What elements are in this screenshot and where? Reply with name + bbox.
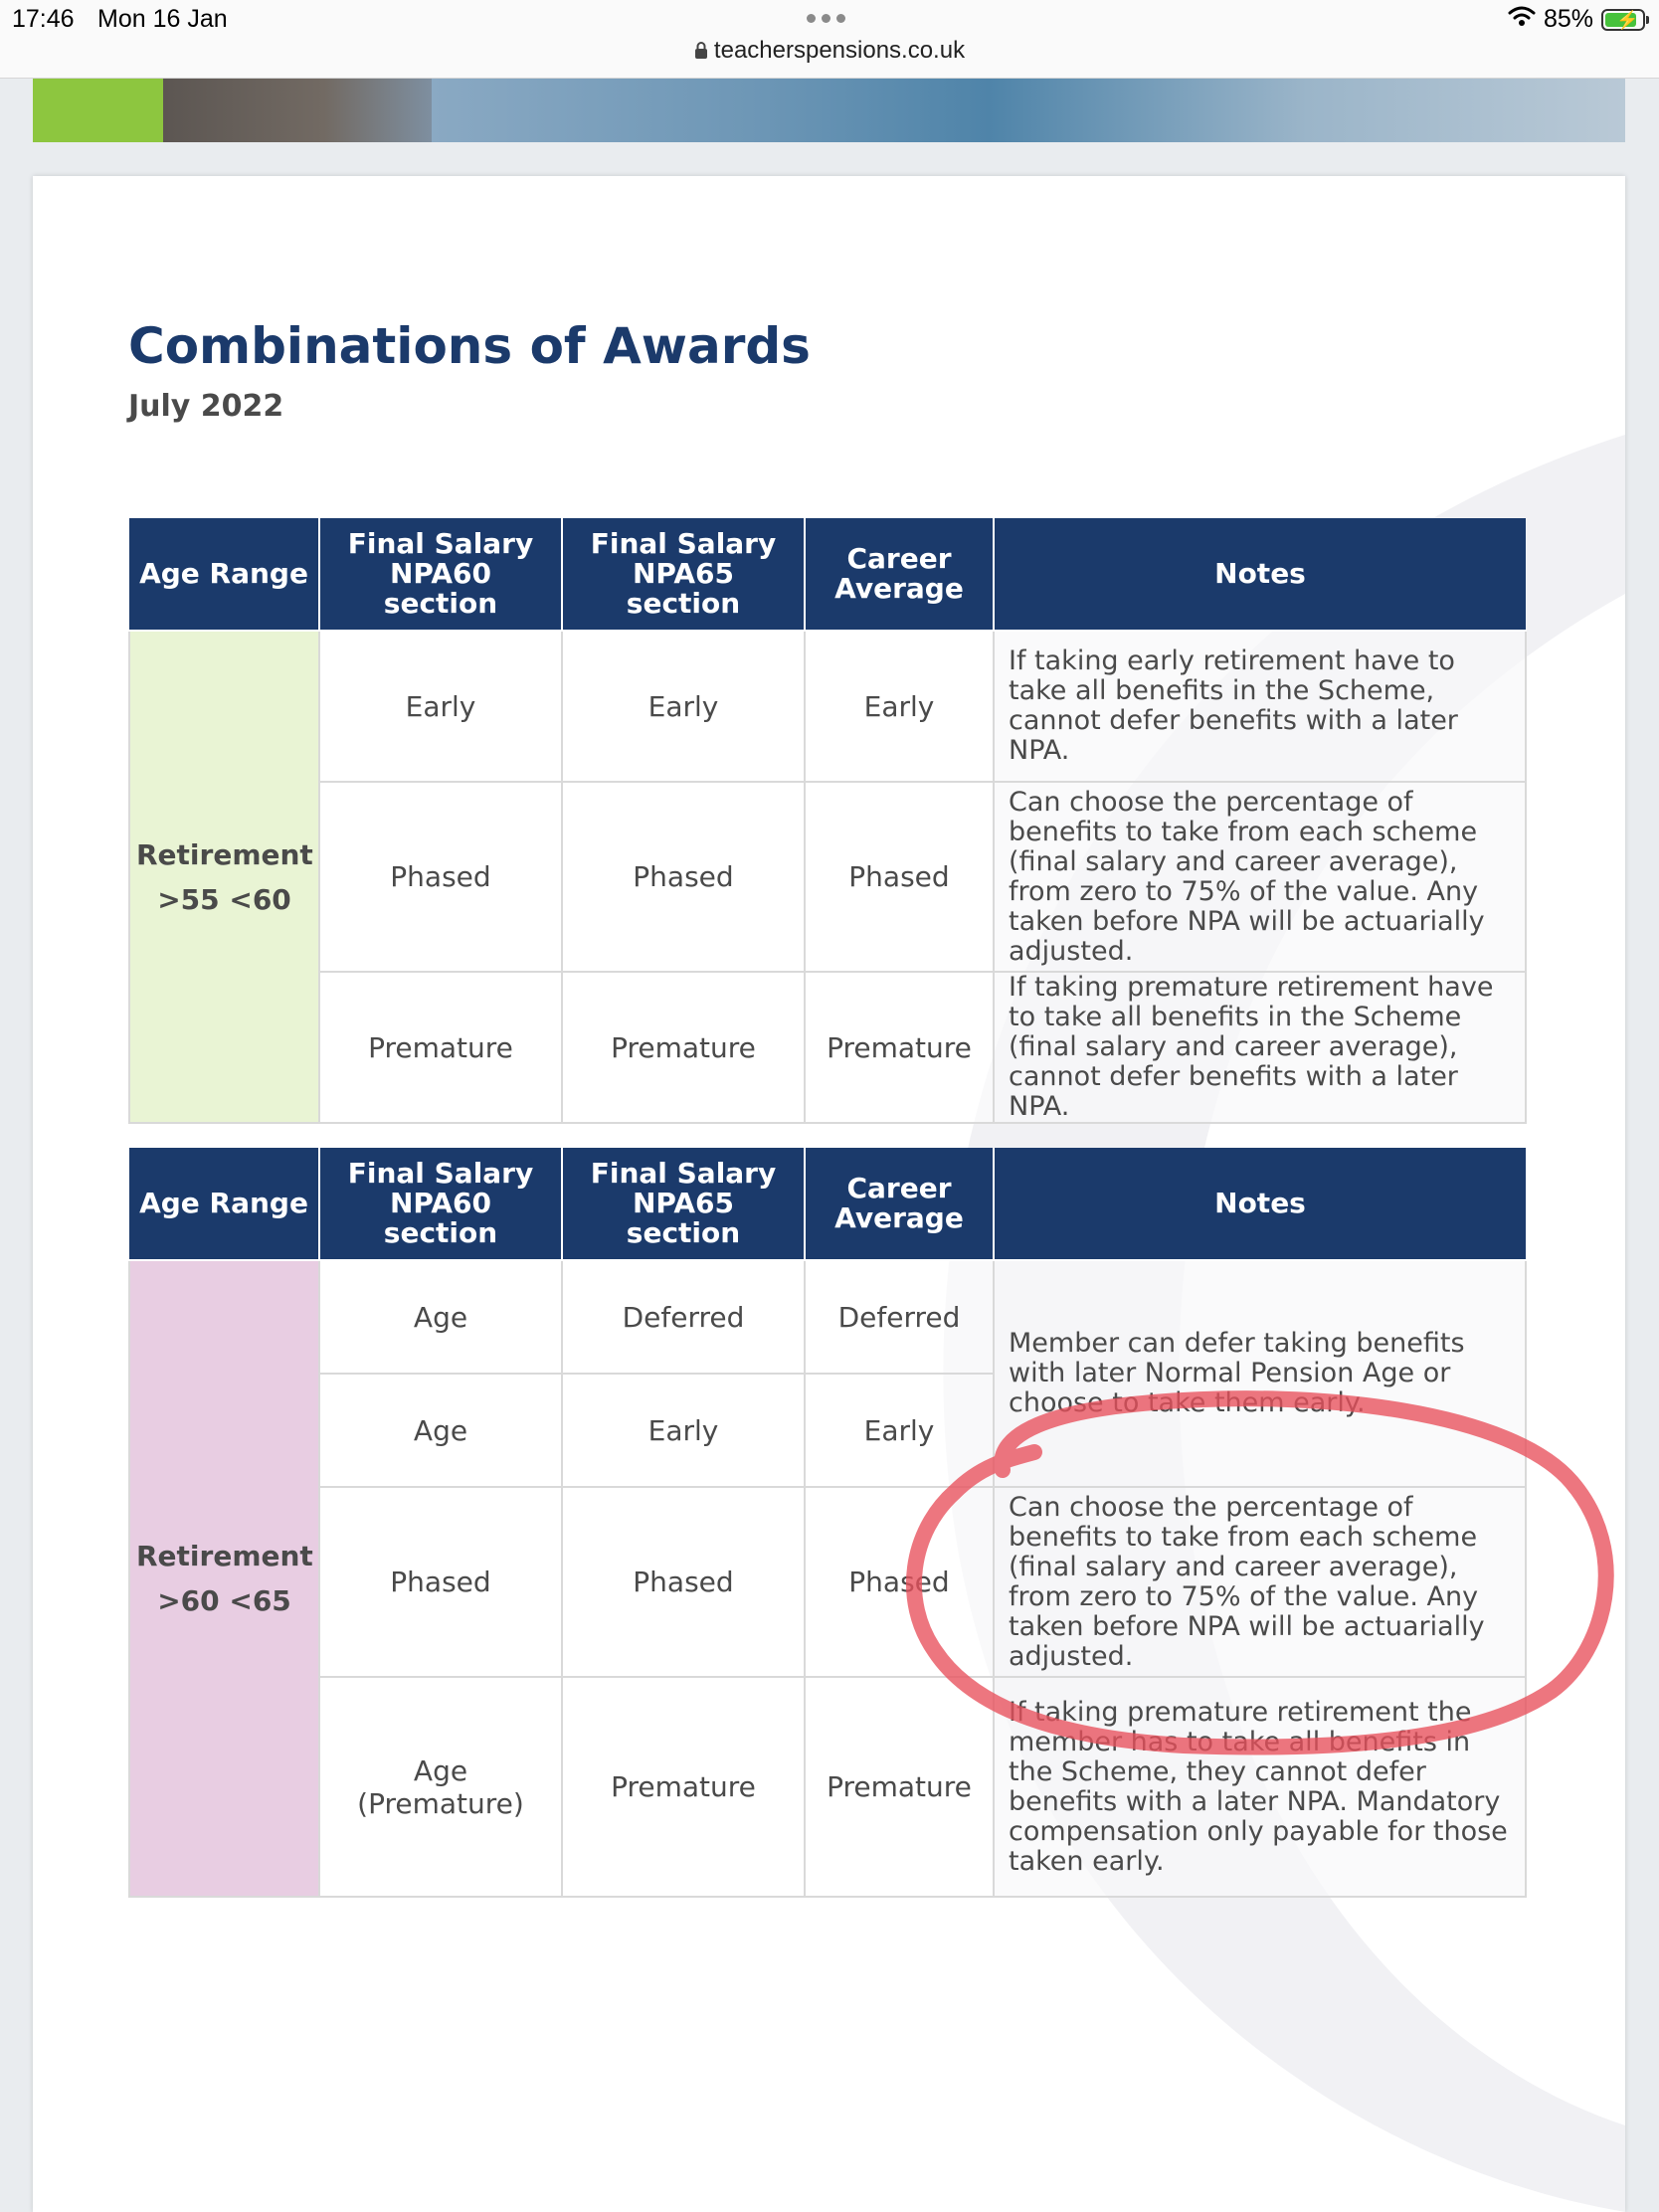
- career-cell: Early: [805, 631, 994, 782]
- table-row: [129, 631, 1526, 782]
- battery-icon: ⚡: [1601, 9, 1645, 31]
- notes-cell: Can choose the percentage of benefits to take from each scheme (final salary and career average), from zero to 75% of the value. Any taken before NPA will be actuarially adjusted.: [994, 1487, 1526, 1677]
- status-date: Mon 16 Jan: [97, 5, 228, 33]
- career-cell: Phased: [805, 782, 994, 972]
- status-time: 17:46: [12, 5, 75, 33]
- page-subtitle: July 2022: [128, 389, 284, 424]
- notes-cell: If taking early retirement have to take all benefits in the Scheme, cannot defer benefits with a later NPA.: [994, 631, 1526, 782]
- npa60-cell: Age (Premature): [319, 1677, 562, 1897]
- age-range-cell: [129, 1260, 319, 1897]
- career-cell: Premature: [805, 972, 994, 1123]
- npa60-cell: Premature: [319, 972, 562, 1123]
- career-cell: Deferred: [805, 1260, 994, 1374]
- age-range-label: Retirement: [136, 837, 313, 871]
- npa65-cell: Premature: [562, 1677, 805, 1897]
- status-bar: [0, 0, 1659, 79]
- col-header-career-average: Career Average: [805, 1148, 994, 1260]
- age-range-cell: [129, 631, 319, 1123]
- wifi-icon: [1508, 5, 1536, 34]
- awards-table-60-65: [128, 1148, 1527, 1898]
- age-range-label: Retirement: [136, 1540, 313, 1572]
- career-cell: Phased: [805, 1487, 994, 1677]
- table-row: [129, 1260, 1526, 1374]
- npa60-cell: Phased: [319, 782, 562, 972]
- hero-image: [33, 79, 1625, 142]
- table-header-row: [129, 518, 1526, 631]
- col-header-npa60: Final Salary NPA60 section: [319, 518, 562, 631]
- career-cell: Premature: [805, 1677, 994, 1897]
- more-dots-icon[interactable]: [807, 14, 845, 23]
- career-cell: Early: [805, 1374, 994, 1487]
- npa65-cell: Deferred: [562, 1260, 805, 1374]
- battery-percent: 85%: [1543, 5, 1593, 33]
- col-header-npa60: Final Salary NPA60 section: [319, 1148, 562, 1260]
- table-row: [129, 1677, 1526, 1897]
- col-header-career-average: Career Average: [805, 518, 994, 631]
- notes-cell: Can choose the percentage of benefits to take from each scheme (final salary and career average), from zero to 75% of the value. Any taken before NPA will be actuarially adjusted.: [994, 782, 1526, 972]
- npa65-cell: Premature: [562, 972, 805, 1123]
- col-header-npa65: Final Salary NPA65 section: [562, 1148, 805, 1260]
- col-header-npa65: Final Salary NPA65 section: [562, 518, 805, 631]
- npa60-cell: Age: [319, 1374, 562, 1487]
- page-title: Combinations of Awards: [128, 317, 811, 375]
- npa65-cell: Phased: [562, 782, 805, 972]
- col-header-age-range: Age Range: [129, 518, 319, 631]
- notes-cell: If taking premature retirement the member has to take all benefits in the Scheme, they cannot defer benefits with a later NPA. Mandatory compensation only payable for those taken early.: [994, 1677, 1526, 1897]
- npa60-cell: Age: [319, 1260, 562, 1374]
- npa60-cell: Phased: [319, 1487, 562, 1677]
- hero-photo: [163, 79, 432, 142]
- table-row: [129, 782, 1526, 972]
- content-card: [33, 176, 1625, 2212]
- hero-green-bar: [33, 79, 163, 142]
- npa65-cell: Early: [562, 1374, 805, 1487]
- table-row: [129, 972, 1526, 1123]
- age-range-value: >60 <65: [157, 1584, 291, 1617]
- notes-cell-merged: Member can defer taking benefits with later Normal Pension Age or choose to take them early.: [994, 1260, 1526, 1487]
- col-header-notes: Notes: [994, 518, 1526, 631]
- col-header-age-range: Age Range: [129, 1148, 319, 1260]
- notes-cell: If taking premature retirement have to take all benefits in the Scheme (final salary and career average), cannot defer benefits with a later NPA.: [994, 972, 1526, 1123]
- table-header-row: [129, 1148, 1526, 1260]
- npa65-cell: Phased: [562, 1487, 805, 1677]
- address-bar[interactable]: [0, 37, 1659, 66]
- npa65-cell: Early: [562, 631, 805, 782]
- col-header-notes: Notes: [994, 1148, 1526, 1260]
- lock-icon: [694, 38, 708, 66]
- age-range-value: >55 <60: [157, 882, 291, 916]
- awards-table-55-60: [128, 518, 1527, 1124]
- url-text: teacherspensions.co.uk: [713, 37, 966, 64]
- table-row: [129, 1487, 1526, 1677]
- npa60-cell: Early: [319, 631, 562, 782]
